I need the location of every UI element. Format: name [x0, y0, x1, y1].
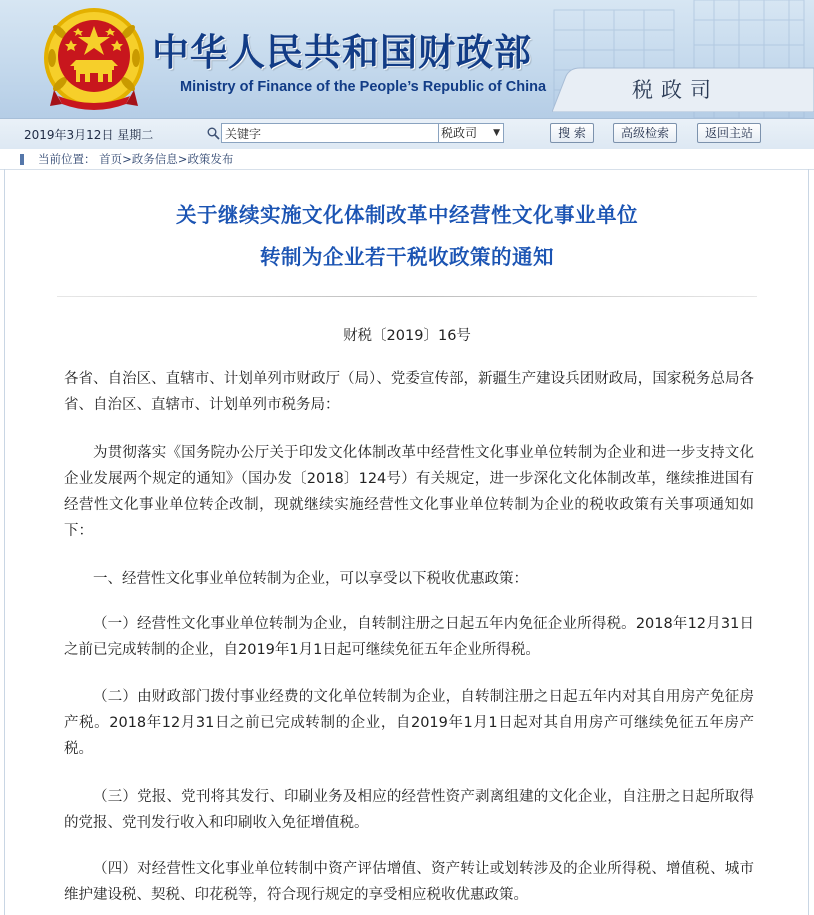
chevron-down-icon: ▼: [493, 128, 500, 138]
breadcrumb-label: 当前位置：: [38, 152, 96, 166]
breadcrumb: [38, 151, 233, 167]
article-title-line2: 转制为企业若干税收政策的通知: [260, 245, 554, 269]
search-toolbar: [0, 118, 814, 150]
breadcrumb-separator: >: [177, 152, 188, 166]
content-border-right: [808, 169, 809, 915]
document-number: 财税〔2019〕16号: [343, 328, 471, 344]
article-title-line1: 关于继续实施文化体制改革中经营性文化事业单位: [176, 203, 638, 227]
breadcrumb-news[interactable]: 政务信息: [131, 152, 178, 166]
clause-4-paragraph: （四）对经营性文化事业单位转制中资产评估增值、资产转让或划转涉及的企业所得税、增值税、城市维护建设税、契税、印花税等，符合现行规定的享受相应税收优惠政策。: [64, 861, 754, 903]
breadcrumb-home[interactable]: 首页: [99, 152, 123, 166]
current-date: 2019年3月12日 星期二: [24, 128, 154, 142]
clause-3-paragraph: （三）党报、党刊将其发行、印刷业务及相应的经营性资产剥离组建的文化企业，自注册之日起所取得的党报、党刊发行收入和印刷收入免征增值税。: [64, 789, 754, 831]
breadcrumb-marker-icon: [20, 154, 24, 165]
clause-2-paragraph: （二）由财政部门拨付事业经费的文化单位转制为企业，自转制注册之日起五年内对其自用房产免征房产税。2018年12月31日之前已完成转制的企业，自2019年1月1日起对其自用房产可继续免征五年房产税。: [64, 689, 754, 757]
article-title: [0, 194, 814, 278]
return-home-button[interactable]: 返回主站: [697, 123, 761, 143]
ministry-name-en: Ministry of Finance of the People’s Republic of China: [180, 79, 547, 95]
clause-1-paragraph: （一）经营性文化事业单位转制为企业，自转制注册之日起五年内免征企业所得税。2018年12月31日之前已完成转制的企业，自2019年1月1日起可继续免征五年企业所得税。: [64, 616, 754, 658]
department-name: 税政司: [632, 78, 719, 102]
search-scope-select[interactable]: [438, 123, 504, 143]
national-emblem-icon: [40, 6, 148, 114]
ministry-name-cn: 中华人民共和国财政部: [152, 31, 532, 74]
recipients-paragraph: 各省、自治区、直辖市、计划单列市财政厅（局）、党委宣传部，新疆生产建设兵团财政局，国家税务总局各省、自治区、直辖市、计划单列市税务局：: [64, 371, 754, 413]
breadcrumb-policy[interactable]: 政策发布: [187, 152, 234, 166]
intro-paragraph: 为贯彻落实《国务院办公厅关于印发文化体制改革中经营性文化事业单位转制为企业和进一步支持文化企业发展两个规定的通知》（国办发〔2018〕124号）有关规定，进一步深化文化体制改革，继续推进国有经营性文化事业单位转企改制，现就继续实施经营性文化事业单位转制为企业的税收政策有关事项通知如下：: [64, 445, 754, 539]
keyword-search-input[interactable]: [221, 123, 443, 143]
breadcrumb-bar: [0, 149, 814, 170]
section-1-heading: 一、经营性文化事业单位转制为企业，可以享受以下税收优惠政策：: [93, 571, 528, 587]
title-divider: [57, 296, 757, 297]
search-icon: [207, 127, 220, 140]
breadcrumb-separator: >: [122, 152, 132, 166]
search-scope-value: 税政司: [441, 126, 478, 140]
content-border-left: [4, 169, 5, 915]
search-button[interactable]: 搜 索: [550, 123, 594, 143]
advanced-search-button[interactable]: 高级检索: [613, 123, 677, 143]
site-banner: [0, 0, 814, 118]
